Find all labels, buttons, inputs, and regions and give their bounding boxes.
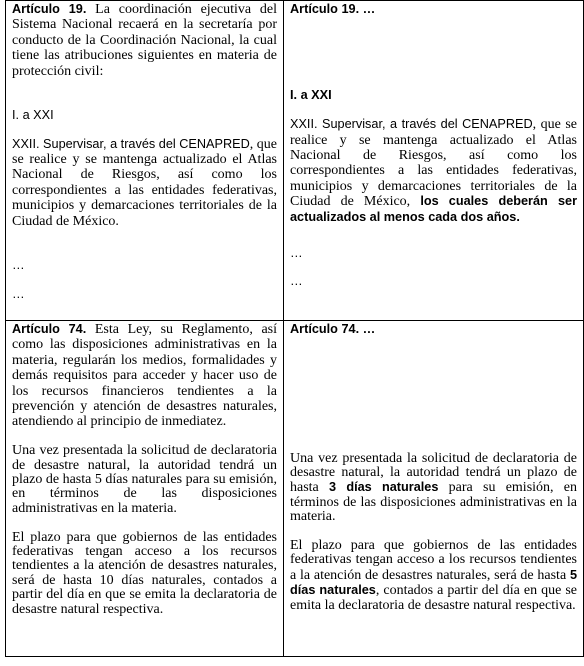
article-heading: Artículo 19. … [290,2,376,16]
cell-proposed-text-19 [284,1,584,321]
cell-current-text-19 [6,1,284,321]
cenapred-abbr: CENAPRED [179,136,250,151]
added-text-bold: 3 días naturales [329,480,439,495]
cenapred-abbr: CENAPRED [462,117,533,132]
comparison-table [5,0,584,657]
paragraph-plazo-emision: Una vez presentada la solicitud de declaratoria de desastre natural, la autoridad tendrá un plazo de hasta 3 días naturales para su emisión, en términos de las disposiciones administrativas en la materia. [290,450,577,525]
fractions-label: I. a XXI [12,107,54,122]
cell-current-text-74 [6,321,284,657]
article-heading: Artículo 74. [12,322,87,336]
cell-proposed-text-74 [284,321,584,657]
ellipsis: … [290,274,303,289]
fraction-xxii: XXII. Supervisar, a través del CENAPRED, que se realice y se mantenga actualizado el Atlas Nacional de Riesgos, así como los correspondientes a las entidades federativas, municipios y demarcaciones territoriales de la Ciudad de México. [12,136,277,229]
article-body: Esta Ley, su Reglamento, así como las disposiciones administrativas en la materia, regularán los medios, formalidades y demás requisitos para acceder y hacer uso de los recursos financieros tendientes a la prevención y atención de desastres naturales, atendiendo al principio de inmediatez. [12,322,278,430]
ellipsis: … [290,245,303,260]
added-text-bold: los cuales deberán ser actualizados al menos cada dos años. [290,194,578,224]
paragraph-intro-19 [12,2,277,79]
ellipsis: … [12,257,25,272]
ellipsis: … [12,286,25,301]
paragraph-intro-74 [12,322,277,430]
article-heading: Artículo 19. [12,2,87,16]
article-heading: Artículo 74. … [290,322,376,336]
fractions-label: I. a XXI [290,88,332,103]
table-row-articulo-19 [6,1,584,321]
fraction-xxii: XXII. Supervisar, a través del CENAPRED, que se realice y se mantenga actualizado el Atlas Nacional de Riesgos, así como los correspondientes a las entidades federativas, municipios y demarcaciones territoriales de la Ciudad de México, los cuales deberán ser actualizados al menos cada dos años. [290,117,578,224]
paragraph-plazo-recursos: El plazo para que gobiernos de las entidades federativas tengan acceso a los recursos tendientes a la atención de desastres naturales, será de hasta 5 días naturales, contados a partir del día en que se emita la declaratoria de desastre natural respectiva. [290,538,578,613]
table-row-articulo-74 [6,321,584,657]
paragraph-plazo-recursos: El plazo para que gobiernos de las entidades federativas tengan acceso a los recursos tendientes a la atención de desastres naturales, será de hasta 10 días naturales, contados a partir del día en que se emita la declaratoria de desastre natural respectiva. [12,529,277,617]
paragraph-plazo-emision: Una vez presentada la solicitud de declaratoria de desastre natural, la autoridad tendrá un plazo de hasta 5 días naturales para su emisión, en términos de las disposiciones administrativas en la materia. [12,443,277,516]
added-text-bold: 5 días naturales [290,567,577,598]
article-body: La coordinación ejecutiva del Sistema Nacional recaerá en la secretaría por conducto de la Coordinación Nacional, la cual tiene las atribuciones siguientes en materia de protección civil: [12,2,278,79]
